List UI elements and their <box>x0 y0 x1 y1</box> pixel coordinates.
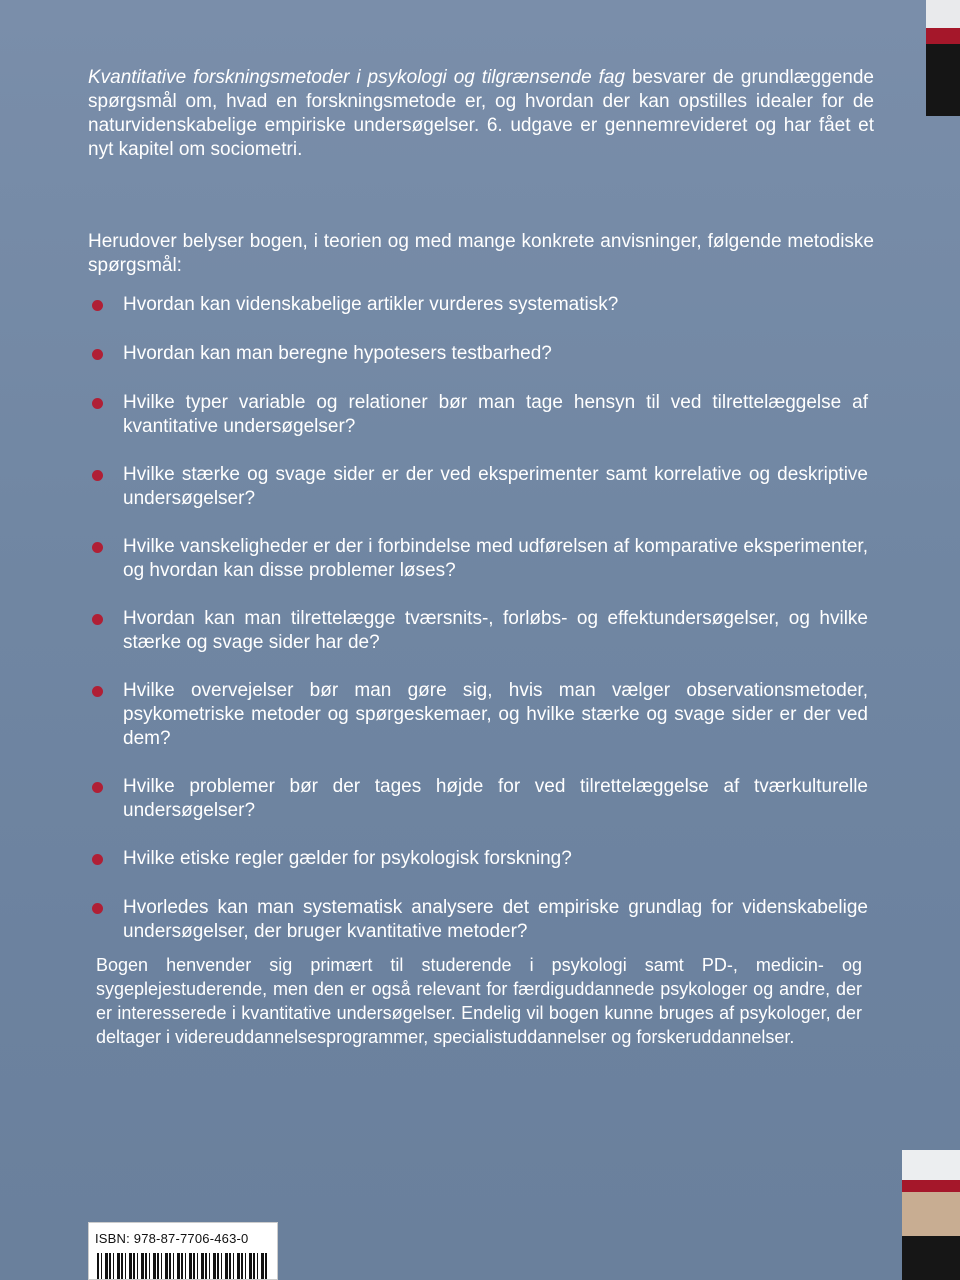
question-text: Hvilke etiske regler gælder for psykologisk forskning? <box>123 848 572 869</box>
intro-paragraph <box>88 66 874 162</box>
list-item <box>92 775 868 823</box>
bullet-icon <box>92 349 103 360</box>
book-title-italic: Kvantitative forskningsmetoder i psykologi og tilgrænsende fag <box>88 67 625 88</box>
closing-paragraph: Bogen henvender sig primært til studerende i psykologi samt PD-, medicin- og sygeplejestuderende, men den er også relevant for færdiguddannede psykologer og andre, der er interesserede i kvantitative undersøgelser. Endelig vil bogen kunne bruges af psykologer, der deltager i videreuddannelsesprogrammer, specialistuddannelser og forskeruddannelser. <box>96 955 862 1047</box>
question-text: Hvorledes kan man systematisk analysere det empiriske grundlag for videnskabelige undersøgelser, der bruger kvantitative metoder? <box>123 897 868 942</box>
barcode-label <box>88 1222 278 1280</box>
edge-stripe-red <box>926 28 960 44</box>
list-item <box>92 679 868 751</box>
bullet-icon <box>92 542 103 553</box>
edge-stripe-black-bottom <box>902 1236 960 1280</box>
bullet-icon <box>92 614 103 625</box>
list-item <box>92 391 868 439</box>
question-text: Hvordan kan man beregne hypotesers testbarhed? <box>123 343 552 364</box>
bullet-icon <box>92 470 103 481</box>
list-item <box>92 607 868 655</box>
list-item <box>92 342 868 366</box>
question-text: Hvordan kan videnskabelige artikler vurderes systematisk? <box>123 294 619 315</box>
question-text: Hvordan kan man tilrettelægge tværsnits-, forløbs- og effektundersøgelser, og hvilke stærke og svage sider har de? <box>123 608 868 653</box>
question-text: Hvilke overvejelser bør man gøre sig, hvis man vælger observationsmetoder, psykometriske metoder og spørgeskemaer, og hvilke stærke og svage sider er der ved dem? <box>123 680 868 749</box>
edge-stripe-tan-bottom <box>902 1192 960 1236</box>
intro-text: besvarer de grundlæggende spørgsmål om, hvad en forskningsmetode er, og hvordan der kan opstilles idealer for de naturvidenskabelige empiriske undersøgelser. 6. udgave er gennemrevideret og har fået et nyt kapitel om sociometri. <box>88 67 874 160</box>
question-text: Hvilke problemer bør der tages højde for ved tilrettelæggelse af tværkulturelle undersøgelser? <box>123 776 868 821</box>
list-item <box>92 535 868 583</box>
bullet-icon <box>92 782 103 793</box>
list-item <box>92 293 868 317</box>
question-list <box>92 293 868 968</box>
question-text: Hvilke vanskeligheder er der i forbindelse med udførelsen af komparative eksperimenter, og hvordan kan disse problemer løses? <box>123 536 868 581</box>
bullet-icon <box>92 903 103 914</box>
list-item <box>92 463 868 511</box>
lead-paragraph: Herudover belyser bogen, i teorien og med mange konkrete anvisninger, følgende metodiske spørgsmål: <box>88 231 874 276</box>
bullet-icon <box>92 686 103 697</box>
isbn-text: ISBN: 978-87-7706-463-0 <box>95 1231 249 1246</box>
bullet-icon <box>92 398 103 409</box>
edge-stripe-white <box>926 0 960 28</box>
question-text: Hvilke typer variable og relationer bør man tage hensyn til ved tilrettelæggelse af kvantitative undersøgelser? <box>123 392 868 437</box>
bullet-icon <box>92 854 103 865</box>
bullet-icon <box>92 300 103 311</box>
list-item <box>92 896 868 944</box>
edge-stripe-white-bottom <box>902 1150 960 1180</box>
question-text: Hvilke stærke og svage sider er der ved eksperimenter samt korrelative og deskriptive undersøgelser? <box>123 464 868 509</box>
list-item <box>92 847 868 871</box>
edge-stripe-red-bottom <box>902 1180 960 1192</box>
edge-stripe-black <box>926 44 960 116</box>
barcode-icon <box>97 1253 269 1279</box>
